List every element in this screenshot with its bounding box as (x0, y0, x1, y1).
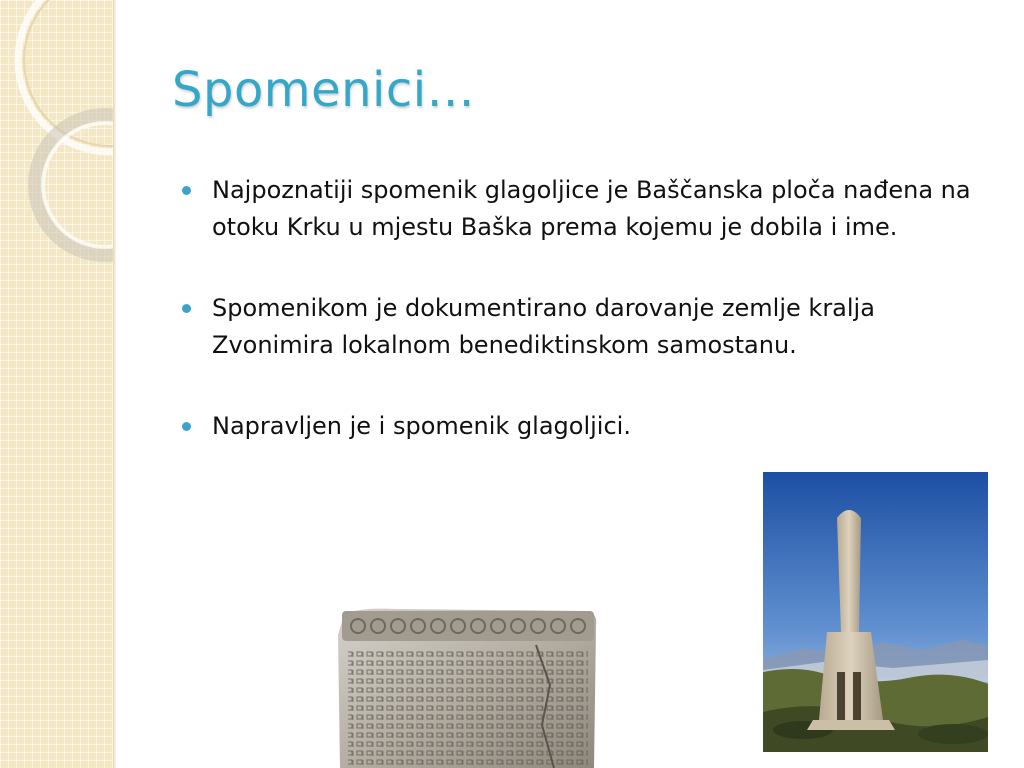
side-decor-strip (0, 0, 113, 768)
ring-decoration-icon (0, 0, 113, 340)
monument-photo (763, 472, 988, 752)
bullet-dot-icon (182, 422, 191, 431)
baska-tablet-photo (336, 605, 600, 768)
bullet-text: Spomenikom je dokumentirano darovanje zemlje kralja Zvonimira lokalnom benediktinskom samostanu. (212, 294, 875, 359)
bullet-text: Napravljen je i spomenik glagoljici. (212, 412, 631, 440)
slide-title: Spomenici… (172, 62, 476, 118)
bullet-dot-icon (182, 304, 191, 313)
bullet-text: Najpoznatiji spomenik glagoljice je Baščanska ploča nađena na otoku Krku u mjestu Baška prema kojemu je dobila i ime. (212, 176, 971, 241)
bullet-dot-icon (182, 186, 191, 195)
bullet-item (178, 290, 978, 364)
side-strip-edge (113, 0, 116, 768)
bullet-item (178, 172, 978, 246)
bullet-list (178, 172, 978, 489)
bullet-item (178, 408, 978, 445)
